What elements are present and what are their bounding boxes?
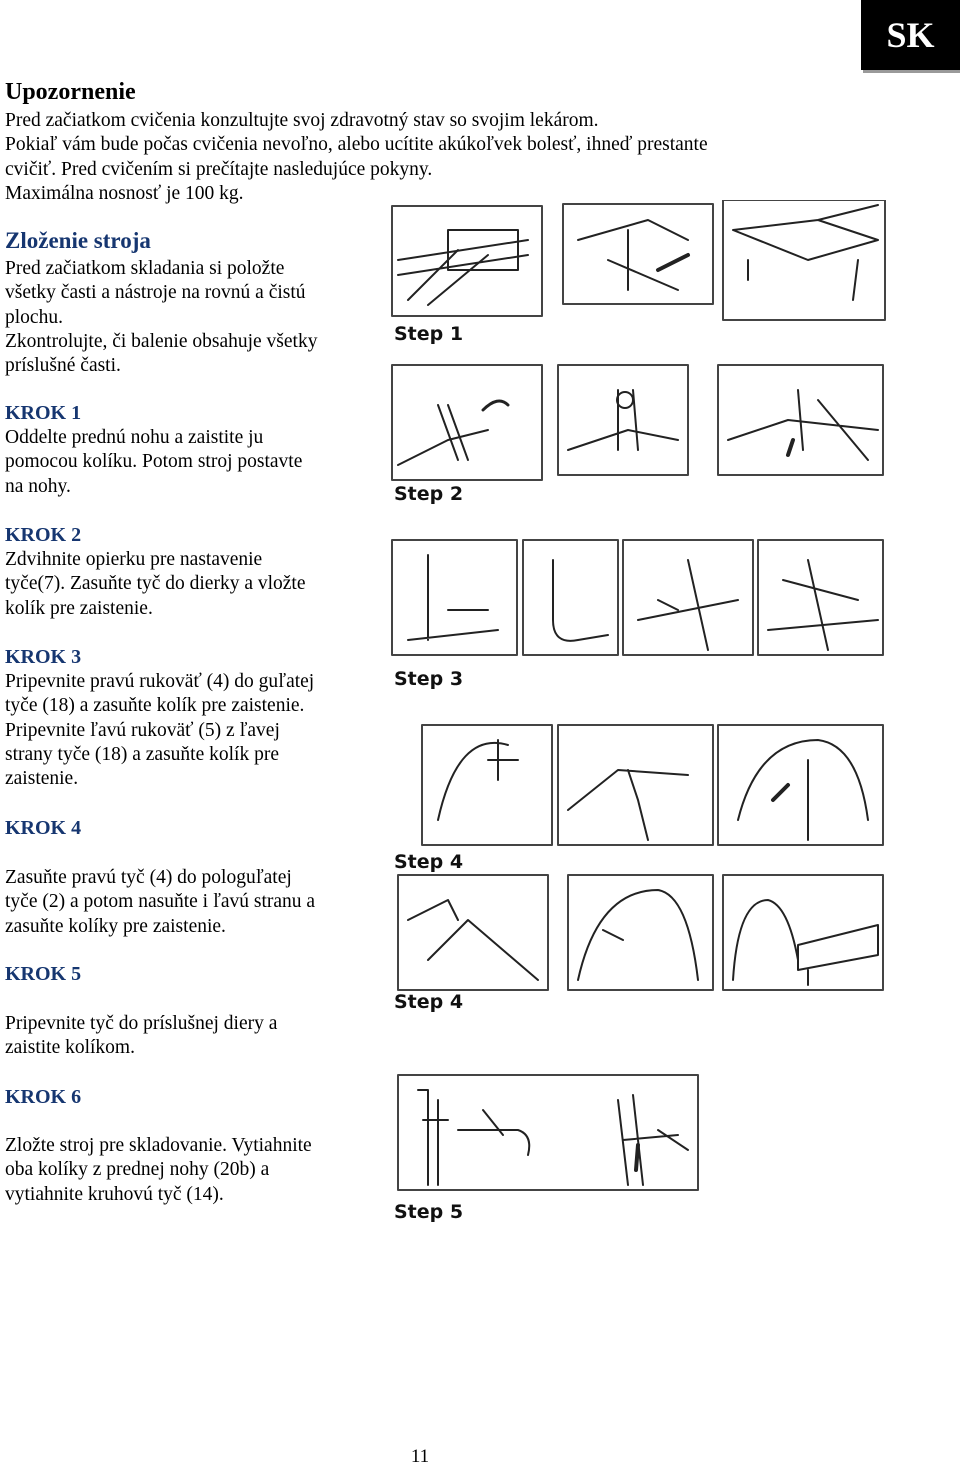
step-line: vytiahnite kruhovú tyč (14). [5,1183,224,1205]
step-line: pomocou kolíku. Potom stroj postavte [5,451,303,473]
figure-label: Step 3 [394,668,464,690]
assembly-line: plochu. [5,306,63,328]
assembly-heading: Zloženie stroja [5,228,151,253]
figure-label: Step 4 [394,991,464,1013]
step-line: Zasuňte pravú tyč (4) do pologuľatej [5,867,292,888]
warning-line: cvičiť. Pred cvičením si prečítajte nasledujúce pokyny. [5,158,433,180]
step-4-title: KROK 4 [5,817,82,839]
assembly-line: príslušné časti. [5,355,121,377]
step-line: na nohy. [5,475,71,497]
step-line: zaistenie. [5,768,79,790]
assembly-line: Zkontrolujte, či balenie obsahuje všetky [5,330,318,352]
step-line: kolík pre zaistenie. [5,597,153,619]
step-6-text [5,1134,375,1207]
step-1-title: KROK 1 [5,402,82,424]
step-4-figure-b [398,875,883,990]
page-number: 11 [410,1446,430,1467]
step-line: Pripevnite tyč do príslušnej diery a [5,1013,278,1034]
step-5-title: KROK 5 [5,963,82,985]
warning-line: Pred začiatkom cvičenia konzultujte svoj zdravotný stav so svojim lekárom. [5,110,599,131]
step-line: Oddelte prednú nohu a zaistite ju [5,427,264,448]
step-4-figure-a [422,725,883,845]
step-line: tyče (2) a potom nasuňte i ľavú stranu a [5,891,316,913]
step-line: oba kolíky z prednej nohy (20b) a [5,1159,270,1181]
step-2-title: KROK 2 [5,524,82,546]
figure-label: Step 1 [394,323,464,345]
warning-heading: Upozornenie [5,79,136,105]
step-5-text [5,1012,375,1061]
figure-label: Step 5 [394,1201,464,1223]
step-3-figure [392,540,883,655]
assembly-line: Pred začiatkom skladania si položte [5,258,285,279]
step-line: zasuňte kolíky pre zaistenie. [5,915,226,937]
step-2-text [5,548,375,621]
step-line: tyče (18) a zasuňte kolík pre zaistenie. [5,695,305,717]
step-5-figure [398,1075,698,1190]
warning-text [5,109,825,206]
step-2-figure [392,365,883,480]
warning-line: Maximálna nosnosť je 100 kg. [5,182,244,204]
step-line: Zdvihnite opierku pre nastavenie [5,549,263,570]
step-line: Pripevnite pravú rukoväť (4) do guľatej [5,671,315,692]
step-6-title: KROK 6 [5,1086,82,1108]
assembly-illustrations [388,200,888,1240]
warning-line: Pokiaľ vám bude počas cvičenia nevoľno, alebo ucítite akúkoľvek bolesť, ihneď prestante [5,134,708,156]
step-1-text [5,426,375,499]
step-line: strany tyče (18) a zasuňte kolík pre [5,743,279,765]
figure-label: Step 2 [394,483,464,505]
step-1-figure [392,200,885,320]
assembly-line: všetky časti a nástroje na rovnú a čistú [5,282,306,304]
step-4-text [5,866,375,939]
language-badge: SK [861,0,960,70]
step-line: zaistite kolíkom. [5,1037,135,1059]
step-line: tyče(7). Zasuňte tyč do dierky a vložte [5,573,306,595]
step-3-text [5,670,375,791]
step-line: Pripevnite ľavú rukoväť (5) z ľavej [5,719,280,741]
step-line: Zložte stroj pre skladovanie. Vytiahnite [5,1135,312,1156]
figure-label: Step 4 [394,851,464,873]
assembly-text [5,257,375,378]
step-3-title: KROK 3 [5,646,82,668]
